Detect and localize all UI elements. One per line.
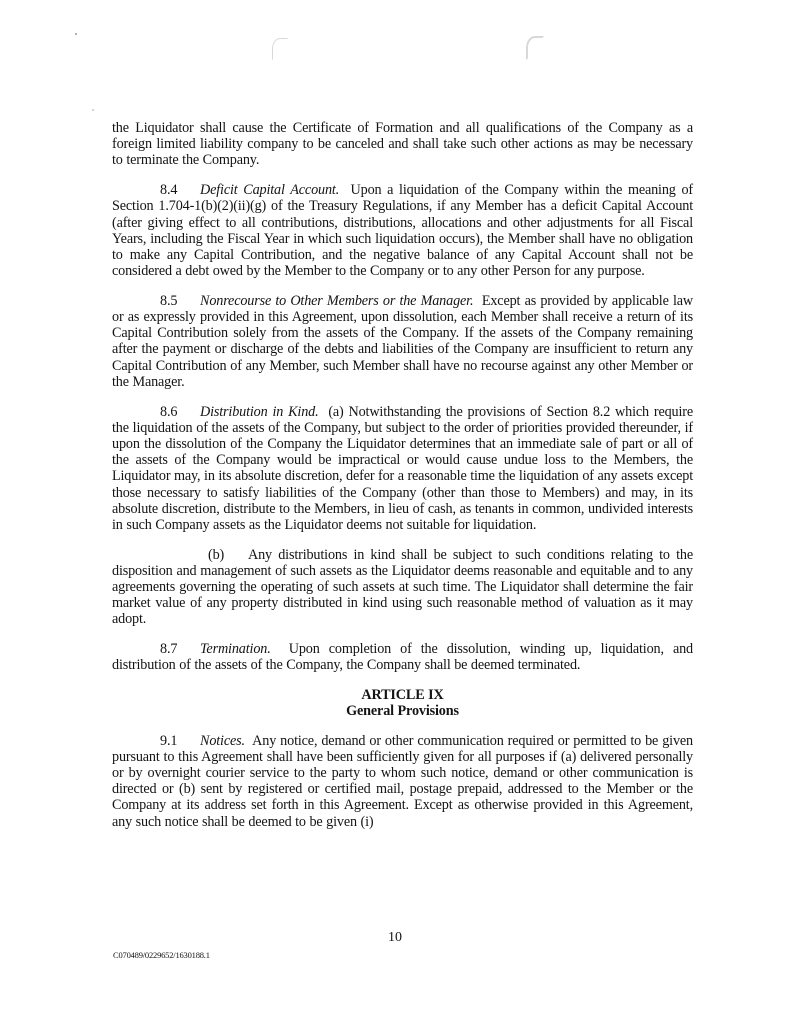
article-heading — [112, 687, 693, 719]
section-text: (a) Notwithstanding the provisions of Section 8.2 which require the liquidation of the assets of the Company, but subject to the order of priorities provided thereunder, if upon the dissolution of the Company the Liquidator determines that an immediate sale of part or all of the assets of the Company would be impractical or would cause undue loss to the Members, the Liquidator may, in its absolute discretion, defer for a reasonable time the liquidation of any assets except those necessary to satisfy liabilities of the Company (other than those to Members) and may, in its absolute discretion, distribute to the Members, in lieu of cash, as tenants in common, undivided interests in such Company assets as the Liquidator deems not suitable for liquidation. — [112, 403, 693, 533]
section-text: Upon completion of the dissolution, winding up, liquidation, and distribution of the assets of the Company, the Company shall be deemed terminated. — [112, 641, 693, 674]
section-number: 8.6 — [160, 403, 178, 420]
section-text: Any notice, demand or other communication required or permitted to be given pursuant to this Agreement shall have been sufficiently given for all purposes if (a) delivered personally or by overnight courier service to the party to whom such notice, demand or other communication is directed or (b) sent by registered or certified mail, postage prepaid, addressed to the Member or the Company at its address set forth in this Agreement. Except as otherwise provided in this Agreement, any such notice shall be deemed to be given (i) — [112, 732, 693, 830]
continuation-paragraph: the Liquidator shall cause the Certificate of Formation and all qualifications of the Company as a foreign limited liability company to be canceled and shall take such other actions as may be necessary to terminate the Company. — [112, 120, 693, 169]
section-text: Except as provided by applicable law or as expressly provided in this Agreement, upon dissolution, each Member shall receive a return of its Capital Contribution solely from the assets of the Company. If the assets of the Company remaining after the payment or discharge of the debts and liabilities of the Company are insufficient to return any Capital Contribution of any Member, such Member shall have no recourse against any other Member or the Manager. — [112, 292, 693, 390]
scan-artifact-mark — [526, 36, 544, 60]
section-8-5 — [112, 293, 693, 390]
section-text: Upon a liquidation of the Company within the meaning of Section 1.704-1(b)(2)(ii)(g) of the Treasury Regulations, if any Member has a deficit Capital Account (after giving effect to all contributions, distributions, allocations and other adjustments for all Fiscal Years, including the Fiscal Year in which such liquidation occurs), the Member shall have no obligation to make any Capital Contribution, and the negative balance of any Capital Account shall not be considered a debt owed by the Member to the Company or to any other Person for any purpose. — [112, 182, 693, 280]
scan-speck — [75, 33, 77, 35]
section-heading: Nonrecourse to Other Members or the Manager. — [200, 292, 474, 309]
section-8-4 — [112, 182, 693, 279]
article-subtitle: General Provisions — [346, 703, 459, 720]
document-id: C070489/0229652/1630188.1 — [113, 950, 210, 960]
section-8-6-b — [112, 547, 693, 628]
section-number: 9.1 — [160, 732, 178, 749]
section-number: 8.4 — [160, 182, 178, 199]
section-number: 8.5 — [160, 292, 178, 309]
section-heading: Notices. — [200, 732, 245, 749]
subsection-text: Any distributions in kind shall be subject to such conditions relating to the disposition and management of such assets as the Liquidator deems reasonable and equitable and to any agreements governing the operating of such assets at such time. The Liquidator shall determine the fair market value of any property distributed in kind using such reasonable method of valuation as it may adopt. — [112, 546, 693, 628]
page-number: 10 — [388, 930, 402, 945]
scan-artifact-mark — [272, 38, 288, 60]
section-heading: Deficit Capital Account. — [200, 182, 340, 199]
section-8-7 — [112, 641, 693, 673]
section-heading: Termination. — [200, 641, 271, 658]
document-body — [112, 120, 693, 843]
article-title: ARTICLE IX — [361, 687, 444, 704]
subsection-label: (b) — [208, 546, 225, 563]
section-9-1 — [112, 733, 693, 830]
section-8-6 — [112, 404, 693, 534]
scan-speck — [92, 109, 94, 111]
section-number: 8.7 — [160, 641, 178, 658]
section-heading: Distribution in Kind. — [200, 403, 319, 420]
